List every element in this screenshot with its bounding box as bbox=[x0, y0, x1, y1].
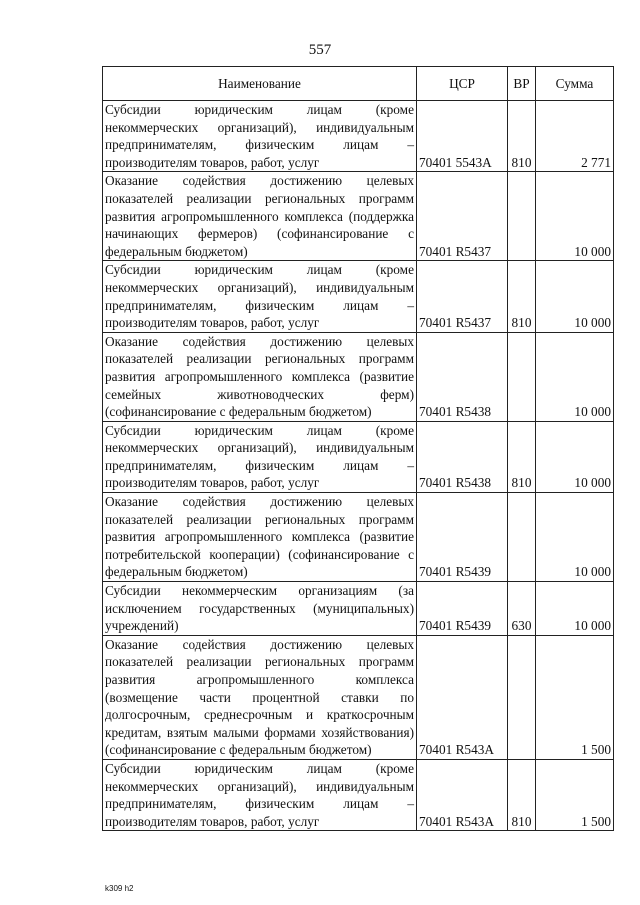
row-csr: 70401 R5438 bbox=[417, 421, 508, 492]
row-csr: 70401 R543A bbox=[417, 759, 508, 830]
row-sum: 10 000 bbox=[536, 493, 614, 582]
row-sum: 10 000 bbox=[536, 172, 614, 261]
table-row bbox=[103, 332, 614, 421]
row-vr: 810 bbox=[508, 421, 536, 492]
row-sum: 10 000 bbox=[536, 582, 614, 636]
row-name: Субсидии некоммерческим организациям (за исключением государственных (муниципальных) учреждений) bbox=[103, 582, 417, 636]
row-vr: 630 bbox=[508, 582, 536, 636]
table-row bbox=[103, 635, 614, 759]
row-csr: 70401 R5439 bbox=[417, 582, 508, 636]
row-name: Оказание содействия достижению целевых показателей реализации региональных программ развития агропромышленного комплекса (поддержка начинающих фермеров) (софинансирование с федеральным бюджетом) bbox=[103, 172, 417, 261]
table-header-row bbox=[103, 67, 614, 101]
row-sum: 2 771 bbox=[536, 101, 614, 172]
row-name: Субсидии юридическим лицам (кроме некоммерческих организаций), индивидуальным предпринимателям, физическим лицам – производителям товаров, работ, услуг bbox=[103, 261, 417, 332]
row-vr bbox=[508, 332, 536, 421]
row-sum: 1 500 bbox=[536, 759, 614, 830]
row-sum: 10 000 bbox=[536, 261, 614, 332]
table-row bbox=[103, 421, 614, 492]
footer-code: k309 h2 bbox=[105, 884, 134, 893]
header-name: Наименование bbox=[103, 67, 417, 101]
row-name: Оказание содействия достижению целевых показателей реализации региональных программ развития агропромышленного комплекса (возмещение части процентной ставки по долгосрочным, среднесрочным и краткосрочным кредитам, взятым малыми формами хозяйствования) (софинансирование с федеральным бюджетом) bbox=[103, 635, 417, 759]
row-name: Субсидии юридическим лицам (кроме некоммерческих организаций), индивидуальным предпринимателям, физическим лицам – производителям товаров, работ, услуг bbox=[103, 421, 417, 492]
row-vr bbox=[508, 172, 536, 261]
row-csr: 70401 5543A bbox=[417, 101, 508, 172]
table-row bbox=[103, 493, 614, 582]
row-csr: 70401 R5437 bbox=[417, 261, 508, 332]
row-sum: 10 000 bbox=[536, 421, 614, 492]
row-vr: 810 bbox=[508, 261, 536, 332]
row-vr bbox=[508, 635, 536, 759]
row-csr: 70401 R5438 bbox=[417, 332, 508, 421]
row-csr: 70401 R543A bbox=[417, 635, 508, 759]
row-name: Оказание содействия достижению целевых показателей реализации региональных программ развития агропромышленного комплекса (развитие потребительской кооперации) (софинансирование с федеральным бюджетом) bbox=[103, 493, 417, 582]
row-vr: 810 bbox=[508, 759, 536, 830]
header-csr: ЦСР bbox=[417, 67, 508, 101]
row-name: Субсидии юридическим лицам (кроме некоммерческих организаций), индивидуальным предпринимателям, физическим лицам – производителям товаров, работ, услуг bbox=[103, 101, 417, 172]
row-csr: 70401 R5439 bbox=[417, 493, 508, 582]
page-number: 557 bbox=[308, 42, 332, 58]
row-vr: 810 bbox=[508, 101, 536, 172]
table-row bbox=[103, 101, 614, 172]
header-vr: ВР bbox=[508, 67, 536, 101]
row-vr bbox=[508, 493, 536, 582]
table-row bbox=[103, 759, 614, 830]
table-row bbox=[103, 172, 614, 261]
row-name: Субсидии юридическим лицам (кроме некоммерческих организаций), индивидуальным предпринимателям, физическим лицам – производителям товаров, работ, услуг bbox=[103, 759, 417, 830]
budget-table bbox=[102, 66, 614, 831]
row-csr: 70401 R5437 bbox=[417, 172, 508, 261]
row-sum: 1 500 bbox=[536, 635, 614, 759]
table-row bbox=[103, 582, 614, 636]
table-row bbox=[103, 261, 614, 332]
row-name: Оказание содействия достижению целевых показателей реализации региональных программ развития агропромышленного комплекса (развитие семейных животноводческих ферм) (софинансирование с федеральным бюджетом) bbox=[103, 332, 417, 421]
row-sum: 10 000 bbox=[536, 332, 614, 421]
header-sum: Сумма bbox=[536, 67, 614, 101]
